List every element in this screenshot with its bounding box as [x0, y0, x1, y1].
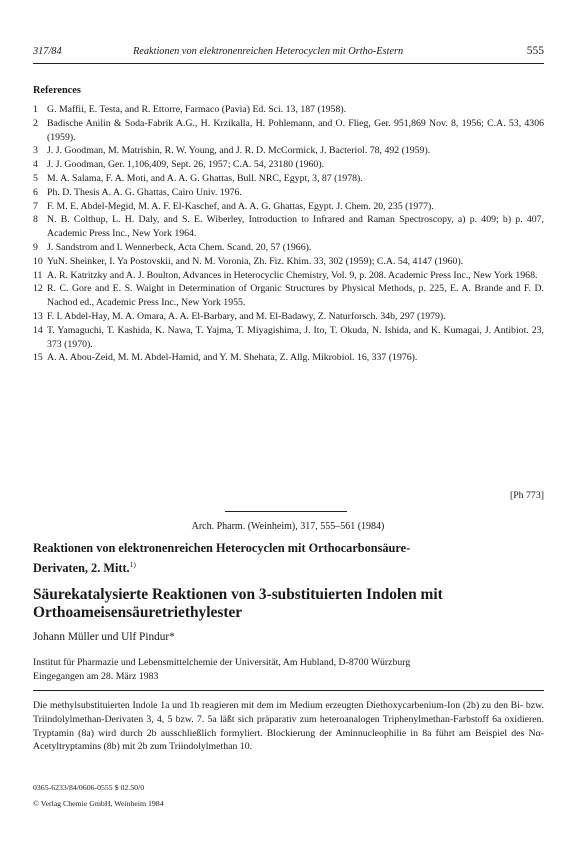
reference-list [33, 103, 544, 365]
series-title [33, 541, 453, 576]
reference-item [33, 310, 544, 324]
abstract: Die methylsubstituierten Indole 1a und 1b reagieren mit dem im Medium erzeugten Diethoxycarbenium-Ion (2b) zu den Bi- bzw. Triindolylmethan-Derivaten 3, 4, 5 bzw. 7. 5a läßt sich präparativ zum heteroanalogen Triphenylmethan-Farbstoff 6a oxidieren. Tryptamin (8a) wird durch 2b ausschließlich formyliert. Blockierung der Aminnucleophilie in 8a führt am Beispiel des Nα-Acetyltryptamins (8b) mit 2b zum Triindolylmethan 10. [33, 700, 544, 753]
reference-item [33, 103, 544, 117]
reference-number: 12 [33, 283, 43, 295]
series-title-text: Reaktionen von elektronenreichen Heterocyclen mit Orthocarbonsäure-Derivaten, 2. Mitt. [33, 541, 411, 575]
reference-number: 8 [33, 214, 38, 226]
affiliation: Institut für Pharmazie und Lebensmittelchemie der Universität, Am Hubland, D-8700 Würzburg [33, 657, 411, 668]
reference-text: A. A. Abou-Zeid, M. M. Abdel-Hamid, and Y. M. Shehata, Z. Allg. Mikrobiol. 16, 337 (1976). [47, 352, 418, 364]
reference-item [33, 282, 544, 310]
reference-number: 15 [33, 352, 43, 364]
article-authors: Johann Müller und Ulf Pindur* [33, 631, 175, 643]
reference-number: 11 [33, 269, 43, 281]
reference-text: T. Yamaguchi, T. Kashida, K. Nawa, T. Yajma, T. Miyagishima, J. Ito, T. Okuda, N. Ishida, and K. Kumagai, J. Antibiot. 23, 373 (1970). [47, 324, 544, 350]
reference-item [33, 200, 544, 214]
reference-text: F. I. Abdel-Hay, M. A. Omara, A. A. El-Barbary, and M. El-Badawy, Z. Naturforsch. 34b, 297 (1979). [47, 310, 446, 322]
reference-item [33, 351, 544, 365]
reference-item [33, 186, 544, 200]
reference-item [33, 255, 544, 269]
reference-item [33, 117, 544, 145]
affiliation-block [33, 656, 544, 684]
reference-number: 3 [33, 145, 38, 157]
reference-text: G. Maffii, E. Testa, and R. Ettorre, Farmaco (Pavia) Ed. Sci. 13, 187 (1958). [47, 104, 347, 115]
reference-number: 1 [33, 104, 38, 115]
running-title: Reaktionen von elektronenreichen Heterocyclen mit Ortho-Estern [133, 46, 404, 57]
page-number: 555 [526, 45, 544, 57]
reference-item [33, 269, 544, 283]
reference-item [33, 158, 544, 172]
reference-number: 10 [33, 255, 43, 267]
reference-item [33, 241, 544, 255]
section-divider [225, 511, 347, 512]
reference-text: J. Sandstrom and I. Wennerbeck, Acta Chem. Scand. 20, 57 (1966). [47, 241, 312, 253]
reference-text: N. B. Colthup, L. H. Daly, and S. E. Wiberley, Introduction to Infrared and Raman Spectroscopy, a) p. 409; b) p. 407, Academic Press Inc., New York 1964. [47, 214, 544, 240]
reference-number: 4 [33, 159, 38, 171]
series-footnote-mark: 1) [129, 559, 136, 569]
reference-number: 9 [33, 241, 38, 253]
reference-item [33, 172, 544, 186]
volume-issue: 317/84 [33, 46, 62, 57]
article-citation: Arch. Pharm. (Weinheim), 317, 555–561 (1984) [191, 521, 385, 532]
reference-text: J. J. Goodman, M. Matrishin, R. W. Young, and J. R. D. McCormick, J. Bacteriol. 78, 492 (1959). [47, 145, 431, 157]
reference-number: 5 [33, 172, 38, 184]
reference-text: Ph. D. Thesis A. A. G. Ghattas, Cairo Univ. 1976. [47, 186, 242, 198]
article-code: 0365-6233/84/0606-0555 $ 02.50/0 [33, 783, 145, 792]
reference-item [33, 144, 544, 158]
received-date: Eingegangen am 28. März 1983 [33, 670, 159, 682]
reference-number: 7 [33, 200, 38, 212]
reference-text: A. R. Katritzky and A. J. Boulton, Advances in Heterocyclic Chemistry, Vol. 9, p. 208. Academic Press Inc., New York 1968. [47, 269, 538, 281]
running-head [33, 46, 544, 60]
header-rule [33, 63, 544, 64]
reference-text: F. M. E. Abdel-Megid, M. A. F. El-Kaschef, and A. A. G. Ghattas, Egypt. J. Chem. 20, 235 (1977). [47, 200, 434, 212]
reference-text: YuN. Sheinker, I. Ya Postovskii, and N. M. Voronia, Zh. Fiz. Khim. 33, 302 (1959); C.A. 54, 4147 (1960). [47, 255, 464, 267]
reference-text: J. J. Goodman, Ger. 1,106,409, Sept. 26, 1957; C.A. 54, 23180 (1960). [47, 159, 325, 171]
reference-number: 2 [33, 117, 38, 129]
reference-number: 14 [33, 324, 43, 336]
abstract-rule [33, 690, 544, 691]
reference-text: M. A. Salama, F. A. Moti, and A. A. G. Ghattas, Bull. NRC, Egypt, 3, 87 (1978). [47, 172, 363, 184]
reference-item [33, 213, 544, 241]
reference-number: 13 [33, 310, 43, 322]
article-title: Säurekatalysierte Reaktionen von 3-substituierten Indolen mit Orthoameisensäuretriethylester [33, 586, 443, 621]
reference-number: 6 [33, 186, 38, 198]
reference-text: Badische Anilin & Soda-Fabrik A.G., H. Krzikalla, H. Pohlemann, and O. Flieg, Ger. 951,869 Nov. 8, 1956; C.A. 53, 4306 (1959). [47, 117, 544, 143]
reference-text: R. C. Gore and E. S. Waight in Determination of Organic Structures by Physical Methods, p. 225, E. A. Brande and F. D. Nachod ed., Academic Press Inc., New York 1955. [47, 283, 544, 309]
reference-end-tag: [Ph 773] [509, 490, 544, 501]
references-heading: References [33, 85, 81, 96]
copyright: © Verlag Chemie GmbH, Weinheim 1984 [33, 799, 164, 808]
reference-item [33, 324, 544, 352]
